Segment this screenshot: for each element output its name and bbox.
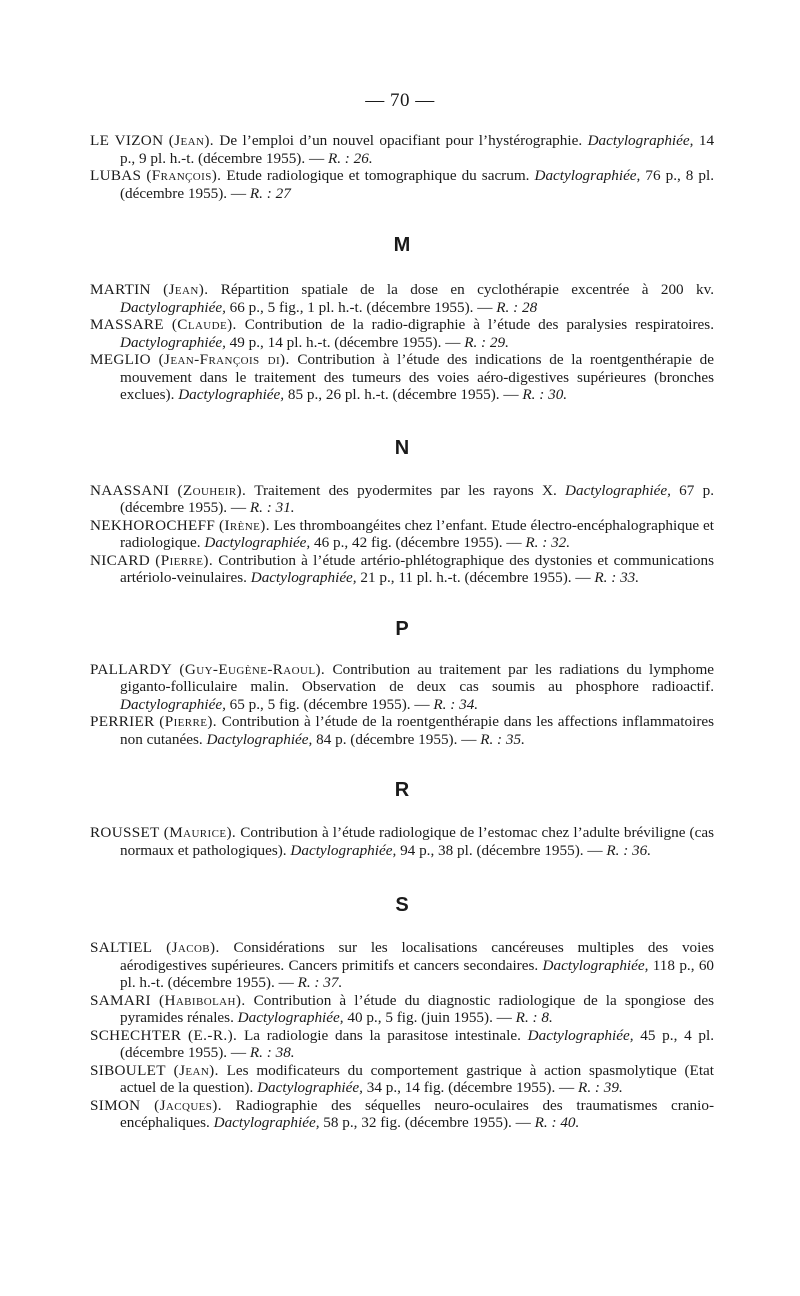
entry-firstname: (Habibolah).: [159, 991, 246, 1009]
entry-firstname: (Pierre).: [159, 713, 217, 730]
entry-journal: Dactylographiée,: [534, 167, 641, 184]
bibliography-entry: [90, 1027, 714, 1062]
entry-reference: R. : 35.: [480, 730, 525, 748]
entry-journal: Dactylographiée,: [527, 1026, 634, 1044]
entry-title: Traitement des pyodermites par les rayons X.: [254, 481, 557, 499]
entry-firstname: (E.-R.).: [188, 1026, 238, 1044]
entry-title: Les thromboangéites chez l’enfant. Etude électro-encéphalographique et radiologique.: [120, 516, 715, 551]
entry-journal: Dactylographiée,: [587, 132, 694, 149]
entry-journal: Dactylographiée,: [120, 298, 226, 316]
entry-author: SIBOULET: [90, 1061, 166, 1079]
entry-title: Etude radiologique et tomographique du sacrum.: [226, 167, 530, 184]
entry-details: 40 p., 5 fig. (juin 1955). —: [347, 1009, 512, 1026]
page-number: — 70 —: [365, 90, 435, 111]
entry-reference: R. : 31.: [249, 499, 295, 516]
bibliography-entry: [90, 351, 714, 404]
entry-details: 58 p., 32 fig. (décembre 1955). —: [323, 1114, 531, 1131]
entry-firstname: (Jacob).: [166, 939, 220, 956]
entry-firstname: (François).: [146, 167, 222, 184]
bibliography-entry: [90, 713, 714, 748]
bibliography-entry: [90, 1097, 714, 1132]
entry-reference: R. : 26.: [327, 149, 373, 167]
entry-title: Contribution à l’étude des indications de la roentgenthérapie de mouvement dans le traitement des tumeurs des voies aéro-digestives supérieures (bronches exclues).: [120, 351, 715, 403]
entry-reference: R. : 28: [496, 298, 538, 316]
section-heading-m: M: [393, 234, 411, 256]
bibliography-entry: [90, 661, 714, 714]
section-heading-n: N: [394, 436, 410, 459]
entry-firstname: (Jean).: [173, 1061, 219, 1079]
entry-journal: Dactylographiée,: [250, 569, 357, 586]
entry-reference: R. : 36.: [606, 841, 652, 859]
section-heading-s: S: [395, 894, 409, 916]
entry-details: 66 p., 5 fig., 1 pl. h.-t. (décembre 1955). —: [229, 298, 493, 316]
entry-details: 76 p., 8 pl. (décembre 1955). —: [120, 167, 715, 202]
entry-title: Contribution à l’étude artério-phlétographique des dystonies et communications artériolo-veinulaires.: [120, 551, 715, 586]
bibliography-entry: [90, 281, 714, 316]
bibliography-entry: [90, 992, 714, 1027]
entry-author: SALTIEL: [90, 939, 153, 956]
entry-journal: Dactylographiée,: [565, 481, 671, 499]
entry-title: La radiologie dans la parasitose intestinale.: [243, 1026, 521, 1044]
entry-author: PERRIER: [90, 713, 155, 730]
entry-journal: Dactylographiée,: [120, 695, 226, 713]
entry-title: Contribution à l’étude du diagnostic radiologique de la spongiose des pyramides rénales.: [120, 991, 715, 1026]
entry-firstname: (Maurice).: [163, 824, 237, 841]
entry-firstname: (Jacques).: [154, 1096, 222, 1114]
entry-details: 21 p., 11 pl. h.-t. (décembre 1955). —: [360, 569, 591, 586]
entry-title: De l’emploi d’un nouvel opacifiant pour l’hystérographie.: [219, 132, 583, 149]
entry-journal: Dactylographiée,: [542, 956, 649, 974]
entry-journal: Dactylographiée,: [120, 333, 226, 351]
entry-journal: Dactylographiée,: [237, 1009, 344, 1026]
entry-details: 34 p., 14 fig. (décembre 1955). —: [366, 1079, 575, 1096]
entry-title: Contribution à l’étude radiologique de l’estomac chez l’adulte bréviligne (cas normaux et pathologiques).: [120, 824, 715, 859]
entry-details: 67 p. (décembre 1955). —: [120, 481, 714, 516]
entry-firstname: (Jean-François di).: [158, 351, 290, 368]
entry-title: Considérations sur les localisations cancéreuses multiples des voies aérodigestives supérieures. Cancers primitifs et cancers secondaires.: [120, 939, 714, 974]
entry-journal: Dactylographiée,: [206, 730, 313, 748]
entry-details: 85 p., 26 pl. h.-t. (décembre 1955). —: [287, 386, 519, 403]
section-heading-r: R: [394, 779, 410, 801]
entry-reference: R. : 8.: [515, 1009, 553, 1026]
bibliography-entry: [90, 824, 714, 859]
entry-author: PALLARDY: [90, 660, 173, 678]
entry-journal: Dactylographiée,: [290, 841, 397, 859]
bibliography-entry: [90, 939, 714, 992]
entry-author: MASSARE: [90, 316, 164, 333]
entry-author: SCHECHTER: [90, 1026, 182, 1044]
entry-reference: R. : 29.: [464, 333, 509, 351]
entry-title: Répartition spatiale de la dose en cyclothérapie excentrée à 200 kv.: [220, 281, 714, 298]
bibliography-entry: [90, 482, 714, 517]
entry-journal: Dactylographiée,: [204, 534, 311, 551]
entry-title: Contribution au traitement par les radiations du lymphome giganto-folliculaire malin. Observation de deux cas soumis au phosphore radioactif.: [120, 660, 715, 695]
entry-journal: Dactylographiée,: [178, 386, 285, 403]
entry-journal: Dactylographiée,: [213, 1114, 320, 1131]
entry-reference: R. : 40.: [534, 1114, 580, 1131]
entry-details: 118 p., 60 pl. h.-t. (décembre 1955). —: [120, 956, 715, 991]
entry-author: NEKHOROCHEFF: [90, 516, 216, 534]
entry-author: MARTIN: [90, 281, 151, 298]
section-heading-p: P: [395, 617, 409, 640]
bibliography-entry: [90, 132, 714, 167]
entry-reference: R. : 37.: [297, 974, 343, 991]
entry-journal: Dactylographiée,: [257, 1079, 363, 1096]
entry-author: LE VIZON: [90, 132, 164, 149]
bibliography-entry: [90, 517, 714, 552]
entry-author: MEGLIO: [90, 351, 151, 368]
entry-firstname: (Pierre).: [155, 551, 214, 569]
bibliography-entry: [90, 167, 714, 202]
bibliography-list: [90, 132, 714, 1132]
entry-author: NICARD: [90, 551, 151, 569]
bibliography-entry: [90, 1062, 714, 1097]
entry-title: Contribution de la radio-digraphie à l’étude des paralysies respiratoires.: [244, 316, 715, 333]
entry-title: Les modificateurs du comportement gastrique à action spasmolytique (Etat actuel de la question).: [120, 1061, 715, 1096]
bibliography-entry: [90, 316, 714, 351]
entry-reference: R. : 27: [249, 184, 291, 202]
entry-details: 49 p., 14 pl. h.-t. (décembre 1955). —: [229, 333, 461, 351]
entry-title: Radiographie des séquelles neuro-oculaires des traumatismes cranio-encéphaliques.: [120, 1096, 715, 1131]
entry-reference: R. : 33.: [594, 569, 640, 586]
entry-firstname: (Irène).: [219, 516, 270, 534]
entry-firstname: (Jean).: [163, 281, 209, 298]
entry-reference: R. : 39.: [578, 1079, 623, 1096]
entry-firstname: (Jean).: [168, 132, 214, 149]
entry-author: SIMON: [90, 1096, 141, 1114]
entry-reference: R. : 32.: [525, 534, 571, 551]
entry-author: LUBAS: [90, 167, 142, 184]
entry-details: 65 p., 5 fig. (décembre 1955). —: [229, 695, 430, 713]
entry-title: Contribution à l’étude de la roentgenthérapie dans les affections inflammatoires non cutanées.: [120, 713, 715, 748]
entry-details: 84 p. (décembre 1955). —: [316, 730, 477, 748]
entry-reference: R. : 38.: [249, 1044, 295, 1061]
entry-author: NAASSANI: [90, 481, 170, 499]
entry-reference: R. : 34.: [433, 695, 479, 713]
entry-firstname: (Guy-Eugène-Raoul).: [179, 660, 326, 678]
entry-firstname: (Claude).: [171, 316, 237, 333]
entry-details: 45 p., 4 pl. (décembre 1955). —: [120, 1026, 715, 1061]
entry-author: SAMARI: [90, 991, 151, 1009]
entry-author: ROUSSET: [90, 824, 160, 841]
entry-reference: R. : 30.: [522, 386, 568, 403]
entry-details: 94 p., 38 pl. (décembre 1955). —: [400, 841, 603, 859]
entry-details: 46 p., 42 fig. (décembre 1955). —: [314, 534, 522, 551]
bibliography-entry: [90, 552, 714, 587]
entry-details: 14 p., 9 pl. h.-t. (décembre 1955). —: [120, 132, 715, 167]
entry-firstname: (Zouheir).: [177, 481, 247, 499]
